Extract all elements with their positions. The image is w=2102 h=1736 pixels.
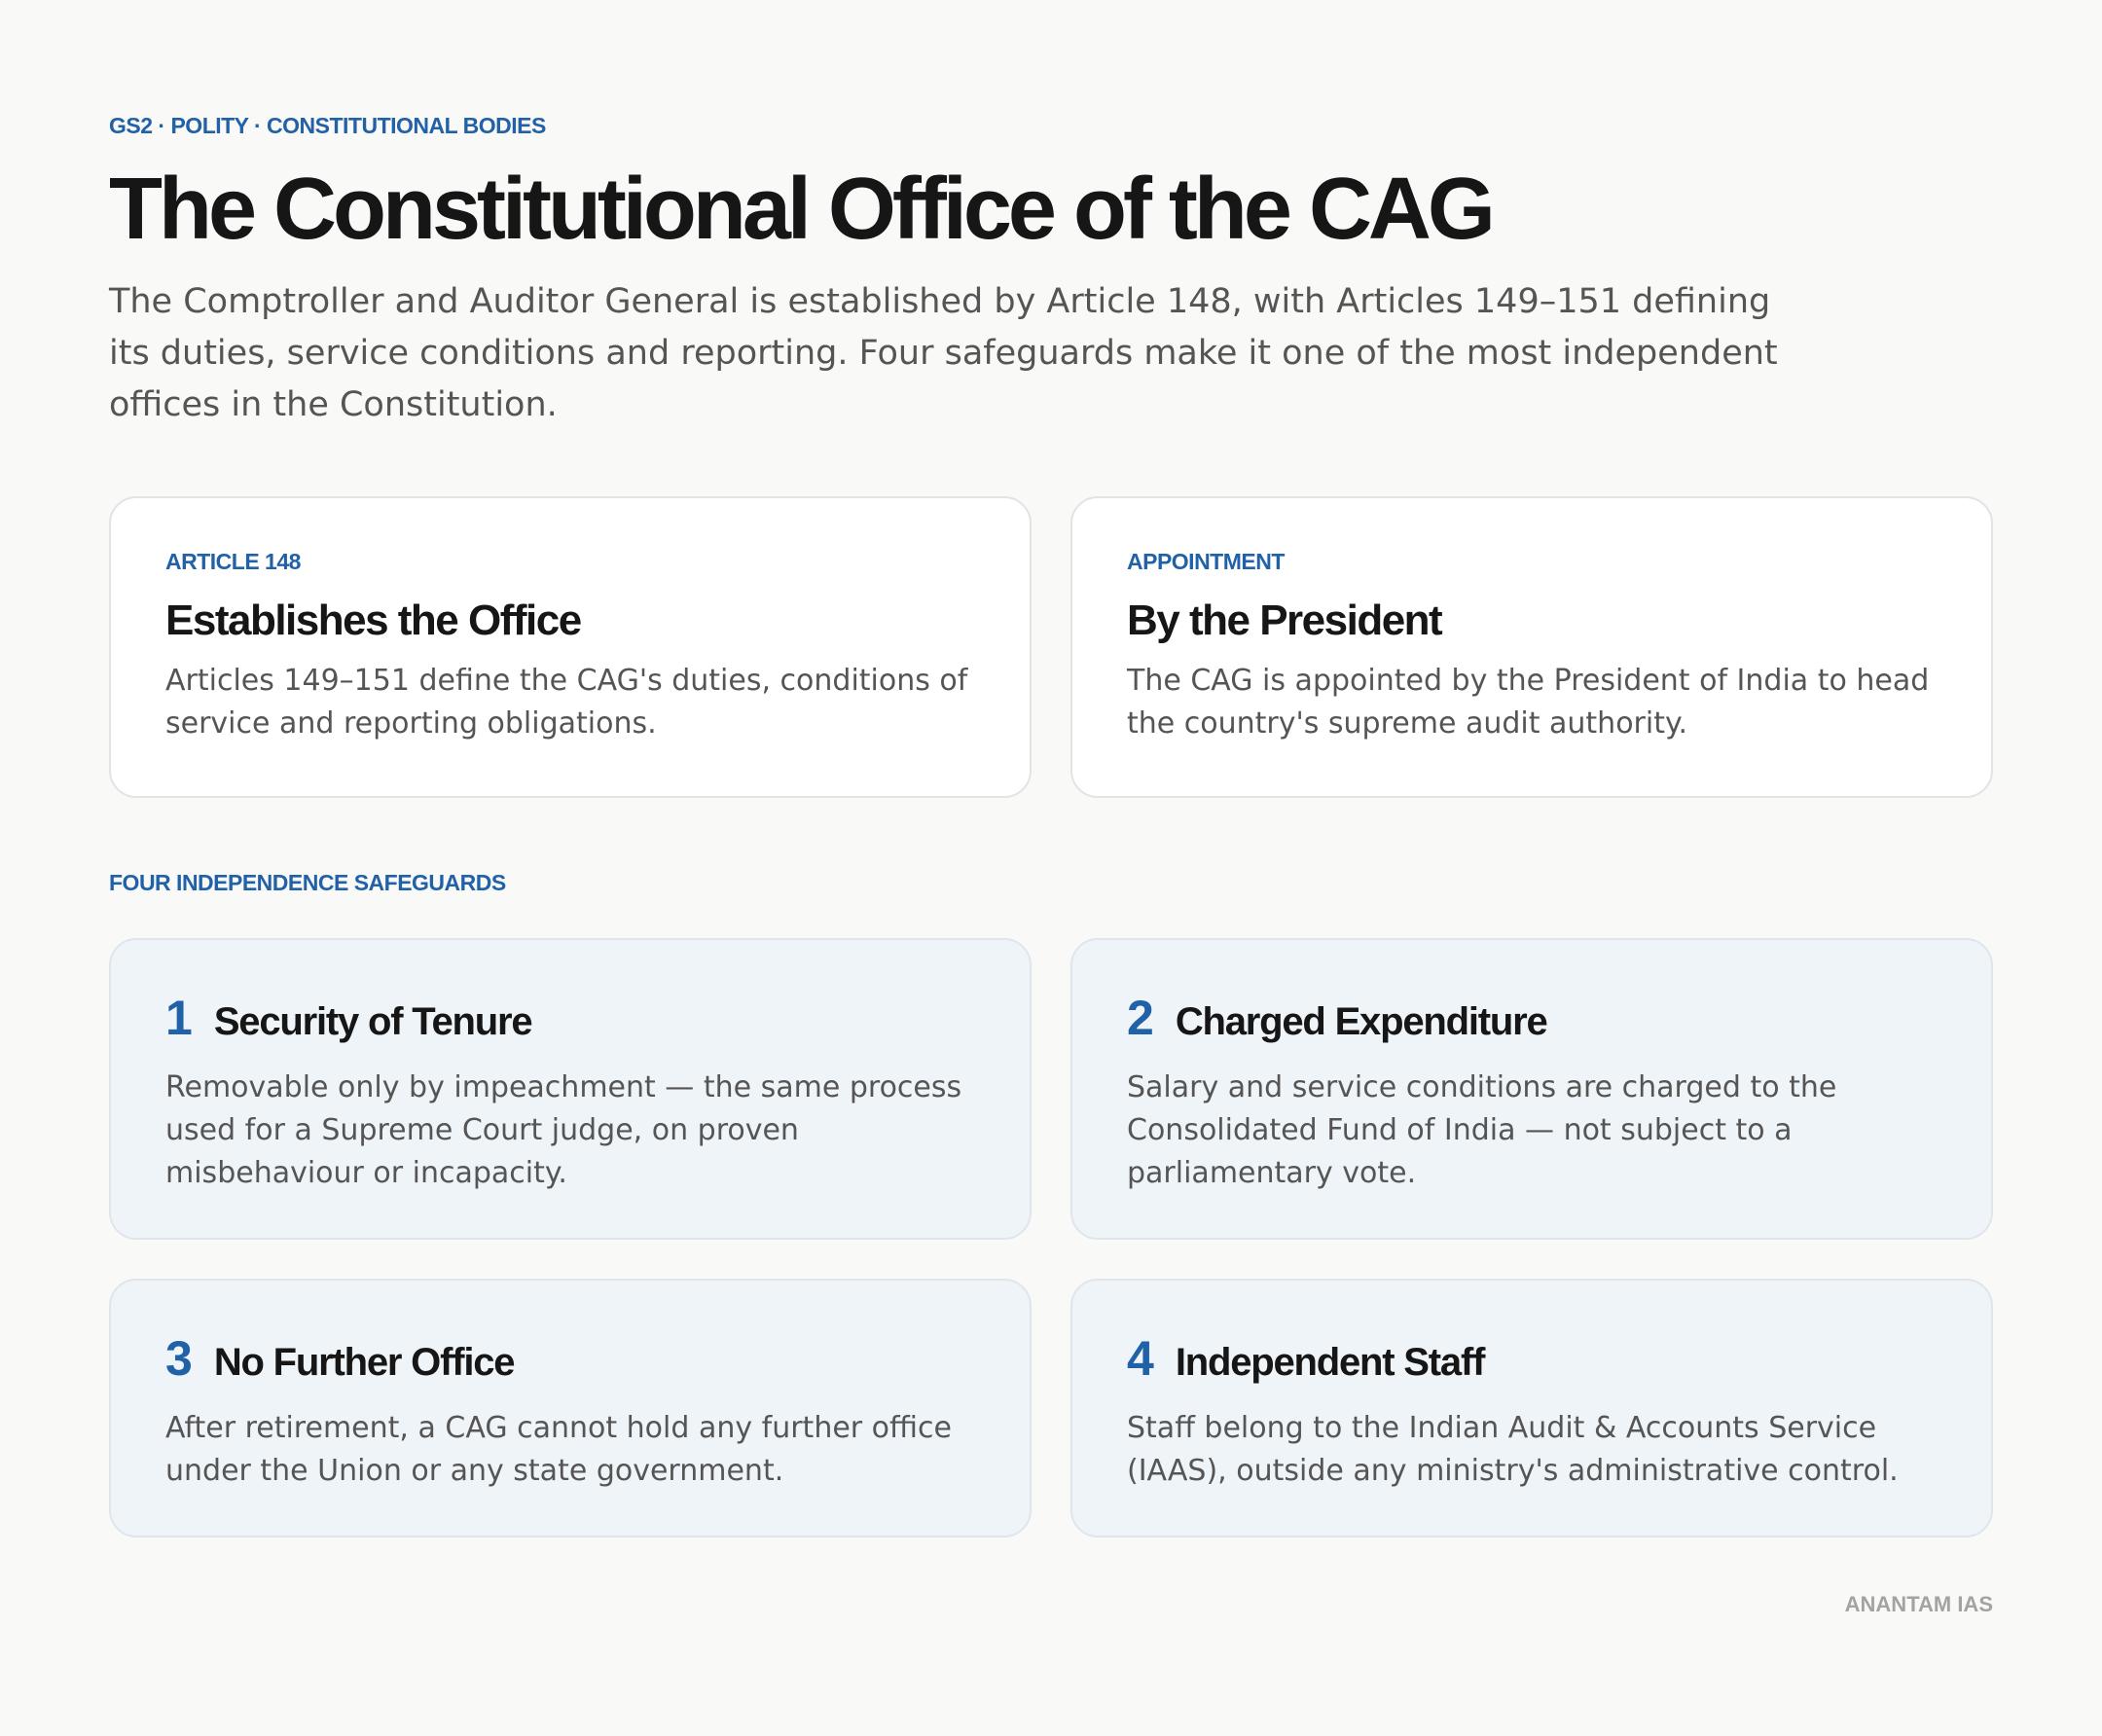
safeguard-body: Salary and service conditions are charged to the Consolidated Fund of India — not subject to a parliamentary vote.	[1127, 1070, 1837, 1190]
safeguards-section-label: FOUR INDEPENDENCE SAFEGUARDS	[109, 870, 506, 895]
safeguard-number: 4	[1127, 1331, 1154, 1386]
safeguard-title: Security of Tenure	[213, 1000, 532, 1043]
safeguard-card-3	[109, 1279, 1032, 1537]
safeguard-body: Staff belong to the Indian Audit & Accounts Service (IAAS), outside any ministry's administrative control.	[1127, 1411, 1899, 1488]
card-label: ARTICLE 148	[165, 549, 301, 574]
safeguard-card-1	[109, 938, 1032, 1240]
page-title: The Constitutional Office of the CAG	[109, 161, 1492, 258]
safeguard-card-2	[1070, 938, 1993, 1240]
safeguard-card-4	[1070, 1279, 1993, 1537]
safeguard-title: No Further Office	[213, 1341, 515, 1384]
safeguard-body: After retirement, a CAG cannot hold any further office under the Union or any state government.	[165, 1411, 952, 1488]
overview-card-appointment	[1070, 496, 1993, 798]
card-label: APPOINTMENT	[1127, 549, 1285, 574]
card-heading: Establishes the Office	[165, 597, 581, 644]
card-body: Articles 149–151 define the CAG's duties, conditions of service and reporting obligations.	[165, 664, 968, 741]
category-kicker: GS2 · POLITY · CONSTITUTIONAL BODIES	[109, 113, 546, 138]
safeguard-header	[165, 989, 531, 1051]
safeguard-header	[165, 1329, 514, 1392]
safeguard-body: Removable only by impeachment — the same process used for a Supreme Court judge, on proven misbehaviour or incapacity.	[165, 1070, 962, 1190]
safeguard-header	[1127, 989, 1547, 1051]
safeguard-number: 3	[165, 1331, 193, 1386]
safeguard-title: Independent Staff	[1175, 1341, 1485, 1384]
card-heading: By the President	[1127, 597, 1442, 644]
safeguard-title: Charged Expenditure	[1175, 1000, 1547, 1043]
overview-card-article-148	[109, 496, 1032, 798]
safeguard-number: 2	[1127, 991, 1154, 1045]
safeguard-number: 1	[165, 991, 193, 1045]
brand-footer: ANANTAM IAS	[1844, 1592, 1993, 1616]
intro-paragraph: The Comptroller and Auditor General is established by Article 148, with Articles 149–151 defining its duties, service conditions and reporting. Four safeguards make it one of the most independent offices in the Constitution.	[109, 282, 1778, 424]
card-body: The CAG is appointed by the President of India to head the country's supreme audit authority.	[1127, 664, 1930, 741]
safeguard-header	[1127, 1329, 1484, 1392]
